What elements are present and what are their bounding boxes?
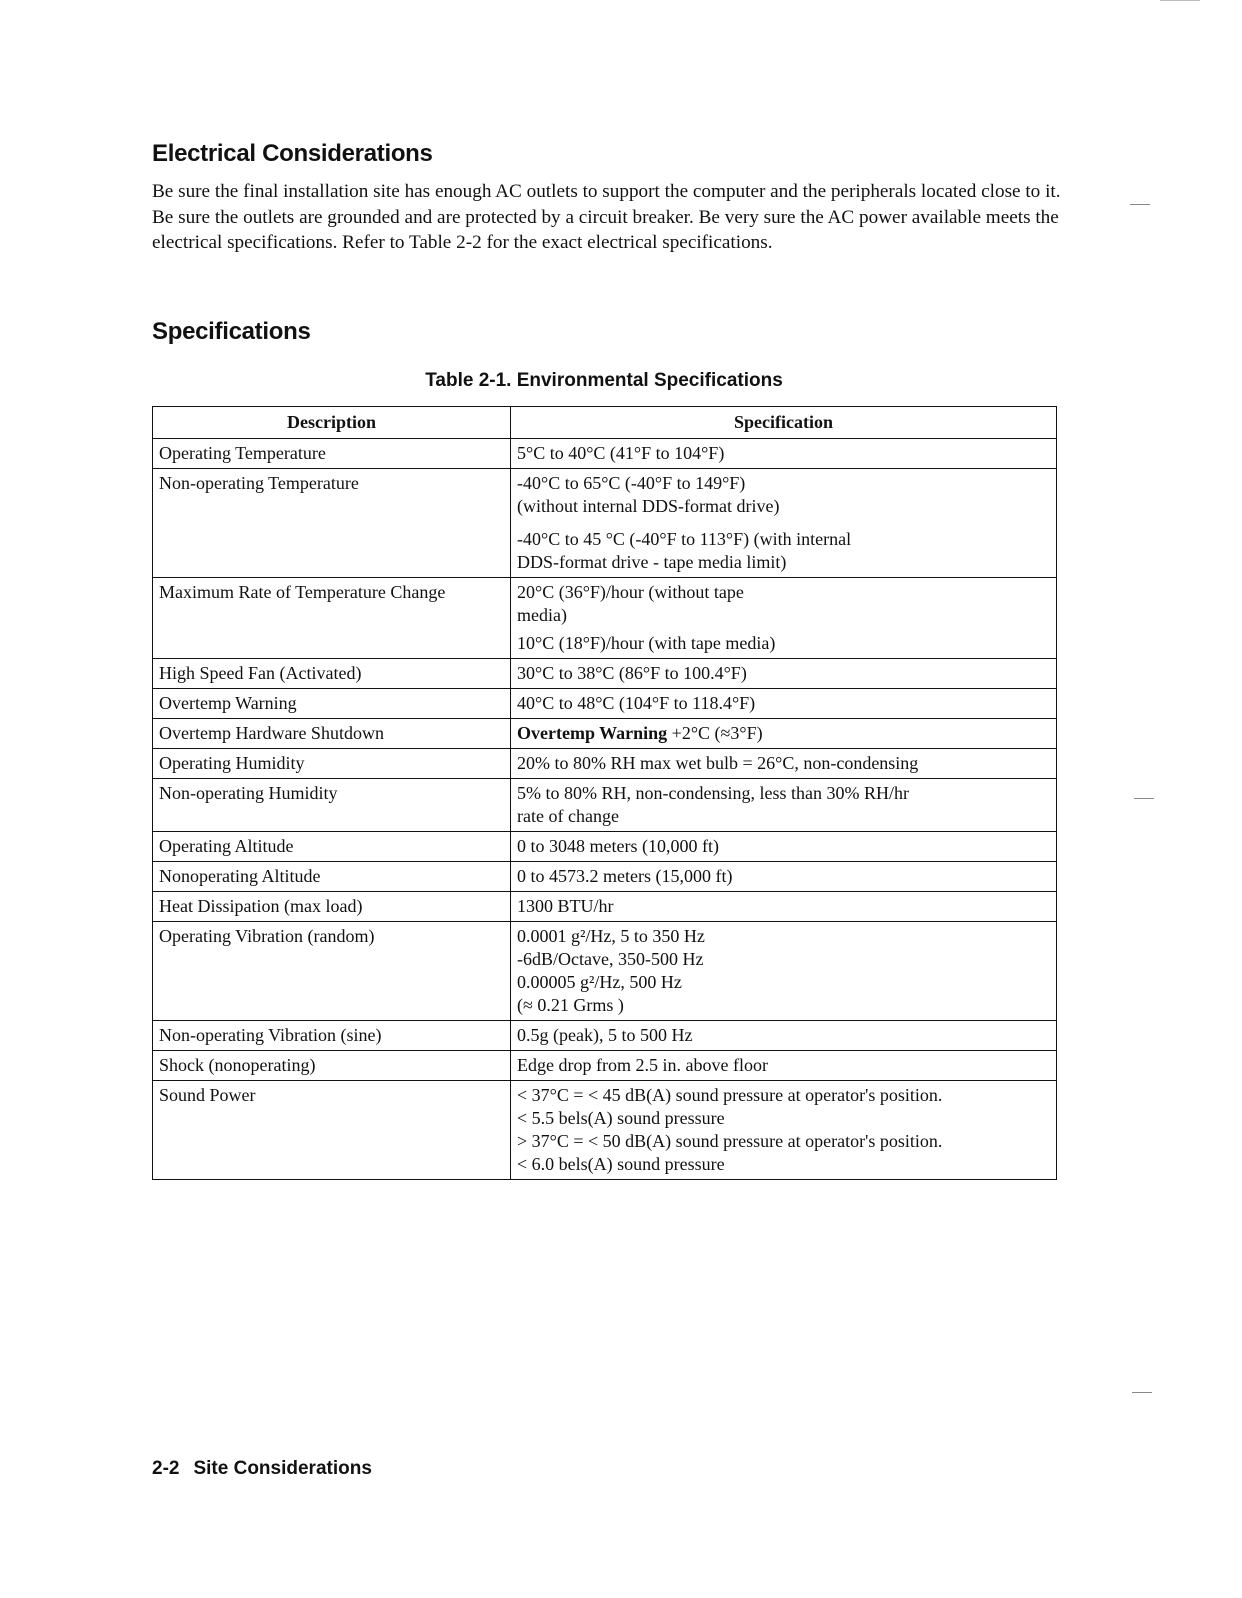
row-specification — [511, 779, 1057, 832]
table-row — [153, 689, 1057, 719]
column-header-description: Description — [153, 407, 511, 439]
row-description: Nonoperating Altitude — [153, 862, 511, 892]
row-description: Shock (nonoperating) — [153, 1051, 511, 1081]
spec-line: media) — [517, 605, 567, 625]
spec-line: < 6.0 bels(A) sound pressure — [517, 1154, 725, 1174]
spec-line: 5°C to 40°C (41°F to 104°F) — [517, 443, 725, 463]
spec-line: < 37°C = < 45 dB(A) sound pressure at operator's position. — [517, 1085, 943, 1105]
footer-section-title: Site Considerations — [193, 1458, 372, 1479]
page-number: 2-2 — [152, 1458, 180, 1479]
spec-line: 0.5g (peak), 5 to 500 Hz — [517, 1025, 693, 1045]
table-row — [153, 719, 1057, 749]
scan-mark — [1134, 798, 1154, 799]
table-row — [153, 469, 1057, 578]
row-description: Maximum Rate of Temperature Change — [153, 578, 511, 659]
row-description: Non-operating Humidity — [153, 779, 511, 832]
row-specification — [511, 469, 1057, 578]
row-specification — [511, 1021, 1057, 1051]
page-footer — [152, 1458, 372, 1480]
row-specification — [511, 1051, 1057, 1081]
scan-mark — [1160, 0, 1200, 1]
spec-line: -40°C to 45 °C (-40°F to 113°F) (with internal — [517, 529, 852, 549]
table-row — [153, 439, 1057, 469]
row-description: Overtemp Warning — [153, 689, 511, 719]
table-row — [153, 862, 1057, 892]
column-header-specification: Specification — [511, 407, 1057, 439]
spec-line: DDS-format drive - tape media limit) — [517, 552, 787, 572]
row-description: Operating Temperature — [153, 439, 511, 469]
spec-line: 10°C (18°F)/hour (with tape media) — [517, 633, 776, 653]
row-description: Non-operating Vibration (sine) — [153, 1021, 511, 1051]
row-specification — [511, 922, 1057, 1021]
spec-bold-term: Overtemp Warning — [517, 723, 668, 743]
row-specification — [511, 749, 1057, 779]
table-row — [153, 922, 1057, 1021]
row-specification — [511, 719, 1057, 749]
spec-line: 0 to 3048 meters (10,000 ft) — [517, 836, 719, 856]
spec-line: (≈ 0.21 Grms ) — [517, 995, 624, 1015]
environmental-specifications-table — [152, 406, 1057, 1180]
row-specification — [511, 862, 1057, 892]
table-row — [153, 892, 1057, 922]
row-description: High Speed Fan (Activated) — [153, 659, 511, 689]
row-description: Operating Vibration (random) — [153, 922, 511, 1021]
spec-line: -40°C to 65°C (-40°F to 149°F) — [517, 473, 746, 493]
row-description: Operating Altitude — [153, 832, 511, 862]
spec-line: 0.00005 g²/Hz, 500 Hz — [517, 972, 682, 992]
row-specification — [511, 578, 1057, 659]
row-specification — [511, 439, 1057, 469]
row-specification — [511, 659, 1057, 689]
spec-line: 40°C to 48°C (104°F to 118.4°F) — [517, 693, 756, 713]
spec-line: 20°C (36°F)/hour (without tape — [517, 582, 744, 602]
spec-line: -6dB/Octave, 350-500 Hz — [517, 949, 704, 969]
table-row — [153, 749, 1057, 779]
table-caption: Table 2-1. Environmental Specifications — [425, 370, 783, 391]
row-specification — [511, 832, 1057, 862]
row-description: Operating Humidity — [153, 749, 511, 779]
table-row — [153, 659, 1057, 689]
spec-line: 0 to 4573.2 meters (15,000 ft) — [517, 866, 733, 886]
table-row — [153, 1081, 1057, 1180]
row-description: Non-operating Temperature — [153, 469, 511, 578]
row-description: Overtemp Hardware Shutdown — [153, 719, 511, 749]
electrical-considerations-heading: Electrical Considerations — [152, 140, 433, 167]
spec-line: (without internal DDS-format drive) — [517, 496, 780, 516]
scan-mark — [1130, 204, 1150, 205]
spec-line: 30°C to 38°C (86°F to 100.4°F) — [517, 663, 747, 683]
row-specification — [511, 892, 1057, 922]
spec-line: 5% to 80% RH, non-condensing, less than 30% RH/hr — [517, 783, 909, 803]
table-row — [153, 1021, 1057, 1051]
spec-line: < 5.5 bels(A) sound pressure — [517, 1108, 725, 1128]
spacer — [517, 518, 1050, 528]
table-row — [153, 779, 1057, 832]
spec-line: 1300 BTU/hr — [517, 896, 614, 916]
row-description: Sound Power — [153, 1081, 511, 1180]
row-specification — [511, 1081, 1057, 1180]
spec-line: Edge drop from 2.5 in. above floor — [517, 1055, 768, 1075]
row-specification — [511, 689, 1057, 719]
table-row — [153, 578, 1057, 659]
spec-line: 0.0001 g²/Hz, 5 to 350 Hz — [517, 926, 705, 946]
table-header-row — [153, 407, 1057, 439]
table-row — [153, 832, 1057, 862]
electrical-paragraph: Be sure the final installation site has enough AC outlets to support the computer and the peripherals located close to it. Be sure the outlets are grounded and are protected by a circuit breaker. Be very sure the AC power available meets the electrical specifications. Refer to Table 2-2 for the exact electrical specifications. — [152, 181, 1061, 254]
spec-line: > 37°C = < 50 dB(A) sound pressure at operator's position. — [517, 1131, 943, 1151]
scan-mark — [1132, 1392, 1152, 1393]
spec-line: 20% to 80% RH max wet bulb = 26°C, non-condensing — [517, 753, 919, 773]
specifications-heading: Specifications — [152, 318, 311, 345]
spec-line: rate of change — [517, 806, 619, 826]
row-description: Heat Dissipation (max load) — [153, 892, 511, 922]
table-row — [153, 1051, 1057, 1081]
spec-line: +2°C (≈3°F) — [667, 723, 763, 743]
